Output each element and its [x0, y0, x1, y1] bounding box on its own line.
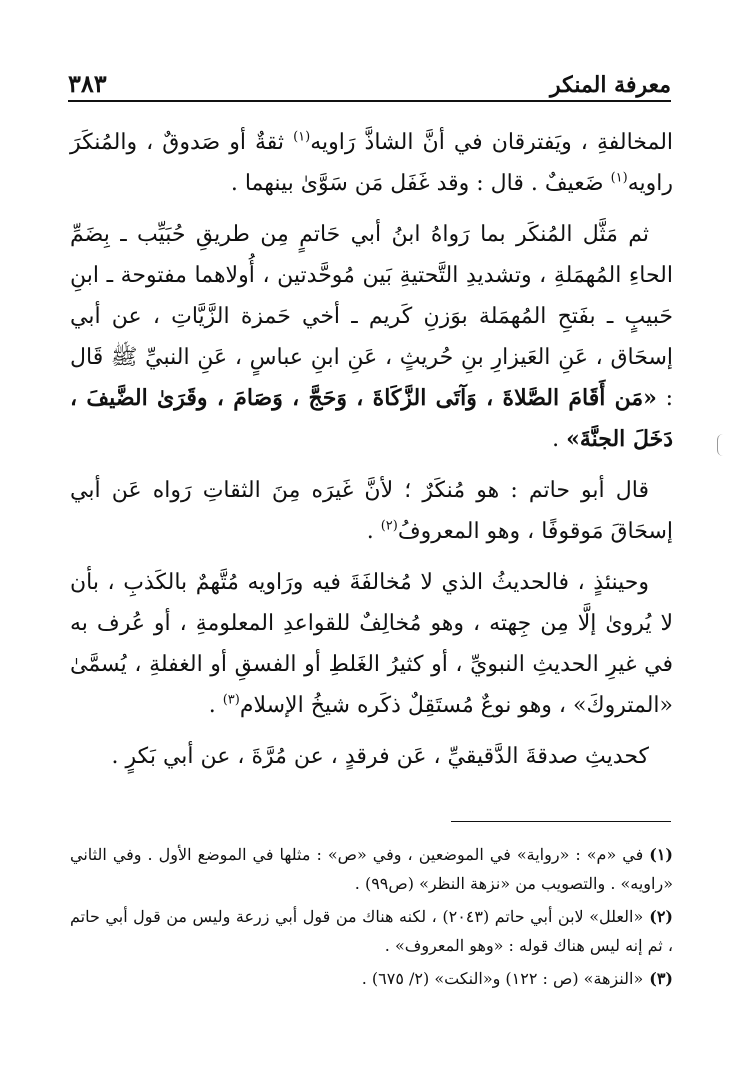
footnotes — [70, 840, 673, 997]
footnote-text: «النزهة» (ص : ١٢٢) و«النكت» (٢/ ٦٧٥) . — [361, 969, 644, 988]
paragraph-5: كحديثِ صدقةَ الدَّقيقيِّ ، عَن فرقدٍ ، عن مُرَّةَ ، عن أبي بَكرٍ . — [111, 744, 649, 769]
page-number: ٣٨٣ — [68, 69, 107, 98]
footnote-2 — [70, 902, 673, 960]
hadith-text: «مَن أَقَامَ الصَّلاةَ ، وَآتَى الزَّكَاةَ ، وَحَجَّ ، وَصَامَ ، وقَرَىٰ الضَّيفَ ، دَخَلَ الجنَّةَ» — [70, 385, 673, 452]
paragraph-1: المخالفةِ ، ويَفترقان في أنَّ الشاذَّ رَاويه$^{(١)}$ ثقةٌ أو صَدوقٌ ، والمُنكَرَ راويه$^{(١)}$ ضَعيفٌ . قال : وقد غَفَل مَن سَوَّىٰ بينهما . — [70, 129, 674, 196]
footnote-1 — [70, 840, 673, 898]
footnote-ref-1b[interactable]: (١) — [610, 170, 628, 186]
footnote-text: «العلل» لابن أبي حاتم (٢٠٤٣) ، لكنه هناك من قول أبي زرعة وليس من قول أبي حاتم ، ثم إنه ليس هناك قوله : «وهو المعروف» . — [70, 907, 673, 955]
running-header — [68, 58, 671, 98]
footnote-number: (١) — [649, 845, 673, 864]
footnote-ref-2[interactable]: (٢) — [380, 518, 398, 534]
footnote-text: في «م» : «رواية» في الموضعين ، وفي «ص» : مثلها في الموضع الأول . وفي الثاني «راويه» . والتصويب من «نزهة النظر» (ص٩٩) . — [70, 845, 673, 893]
footnote-3 — [70, 964, 673, 993]
footnote-number: (٢) — [649, 907, 673, 926]
footnote-number: (٣) — [649, 969, 673, 988]
running-title: معرفة المنكر — [550, 72, 671, 98]
paragraph-3: قال أبو حاتم : هو مُنكَرٌ ؛ لأنَّ غَيرَه مِنَ الثقاتِ رَواه عَن أبي إسحَاقَ مَوقوفًا ، وهو المعروفُ$^{(٢)}$ . — [70, 478, 673, 544]
footnote-ref-3[interactable]: (٣) — [222, 692, 240, 708]
paragraph-4: وحينئذٍ ، فالحديثُ الذي لا مُخالفَةَ فيه ورَاويه مُتَّهمٌ بالكَذبِ ، بأن لا يُروىٰ إلَّا مِن جِهته ، وهو مُخالِفٌ للقواعدِ المعلومةِ ، أو عُرف به في غيرِ الحديثِ النبويِّ ، أو كثيرُ الغَلطِ أو الفسقِ أو الغفلةِ ، يُسمَّىٰ «المتروكَ» ، وهو نوعٌ مُستَقِلٌ ذكَره شيخُ الإسلام$^{(٣)}$ . — [70, 570, 673, 718]
paragraph-2: ثم مَثَّل المُنكَر بما رَواهُ ابنُ أبي حَاتمٍ مِن طريقِ حُبَيِّب ـ بِضَمِّ الحاءِ المُهمَلةِ ، وتشديدِ التَّحتيةِ بَين مُوحَّدتين ، أُولاهما مفتوحة ـ ابنِ حَبيبٍ ـ بفَتحِ المُهمَلة بوَزنِ كَريم ـ أخي حَمزة الزَّيَّاتِ ، عن أبي إسحَاق ، عَنِ العَيزارِ بنِ حُريثٍ ، عَنِ ابنِ عباسٍ ، عَنِ النبيِّ ﷺ قَال : «مَن أَقَامَ الصَّلاةَ ، وَآتَى الزَّكَاةَ ، وَحَجَّ ، وَصَامَ ، وقَرَىٰ الضَّيفَ ، دَخَلَ الجنَّةَ» . — [70, 222, 673, 452]
margin-mark — [717, 434, 726, 456]
main-text — [70, 122, 673, 787]
footnote-divider — [451, 821, 671, 822]
header-divider — [68, 100, 671, 102]
footnote-ref-1[interactable]: (١) — [293, 129, 311, 145]
